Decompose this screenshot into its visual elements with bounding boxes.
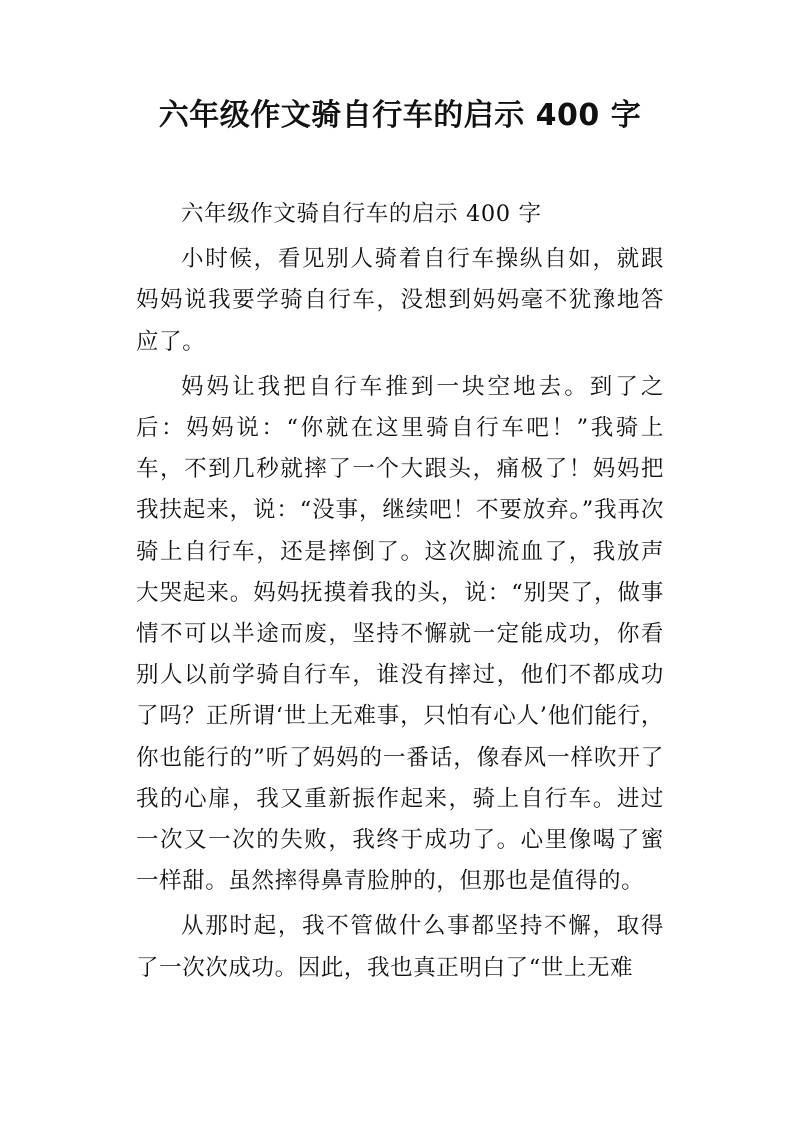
paragraph-1: 小时候，看见别人骑着自行车操纵自如，就跟妈妈说我要学骑自行车，没想到妈妈毫不犹豫地答应了。: [136, 246, 664, 355]
paragraph-3: 从那时起，我不管做什么事都坚持不懈，取得了一次次成功。因此，我也真正明白了“世上无难: [136, 913, 664, 981]
paragraph-2: 妈妈让我把自行车推到一块空地去。到了之后：妈妈说：“你就在这里骑自行车吧！”我骑上车，不到几秒就摔了一个大跟头，痛极了！妈妈把我扶起来，说：“没事，继续吧！不要放弃。”我再次骑上自行车，还是摔倒了。这次脚流血了，我放声大哭起来。妈妈抚摸着我的头，说：“别哭了，做事情不可以半途而废，坚持不懈就一定能成功，你看别人以前学骑自行车，谁没有摔过，他们不都成功了吗？正所谓‘世上无难事，只怕有心人’他们能行，你也能行的”听了妈妈的一番话，像春风一样吹开了我的心扉，我又重新振作起来，骑上自行车。进过一次又一次的失败，我终于成功了。心里像喝了蜜一样甜。虽然摔得鼻青脸肿的，但那也是值得的。: [136, 373, 664, 895]
document-body: [136, 194, 664, 993]
paragraph-subtitle: 六年级作文骑自行车的启示 400 字: [181, 201, 542, 227]
document-title: 六年级作文骑自行车的启示 400 字: [158, 98, 642, 133]
